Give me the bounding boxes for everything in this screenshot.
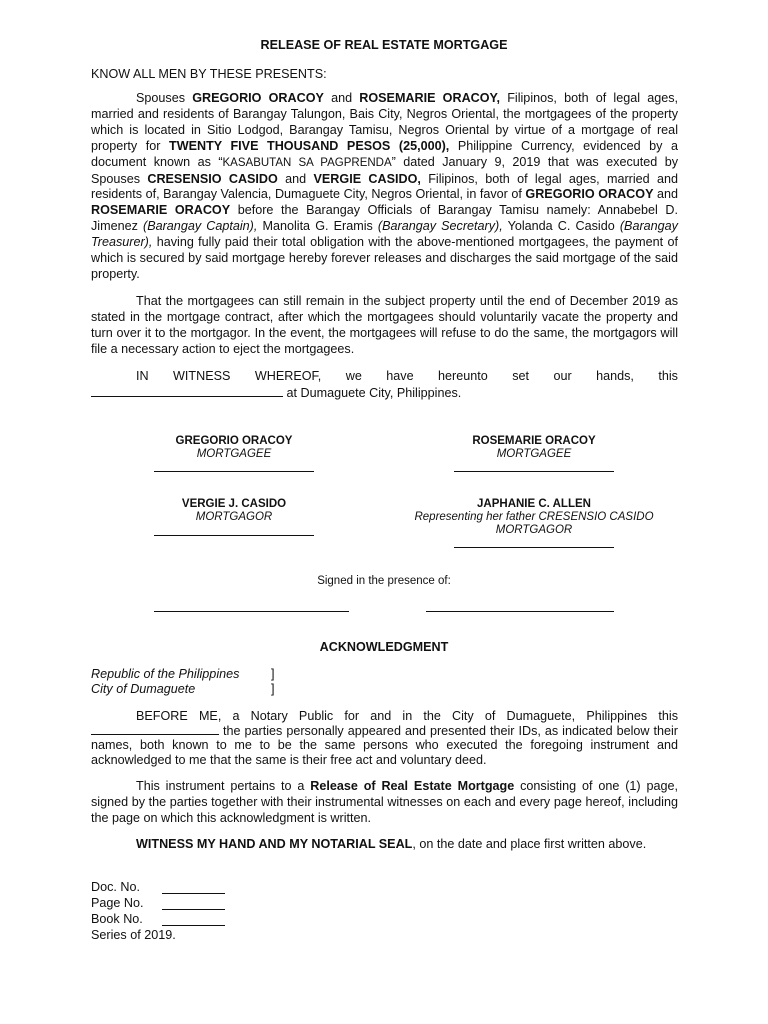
venue-bracket: ] bbox=[271, 667, 275, 681]
witness-signature-line bbox=[426, 611, 614, 612]
signatory-role: MORTGAGEE bbox=[496, 448, 572, 460]
party-name: GREGORIO ORACOY bbox=[192, 91, 324, 105]
party-name: VERGIE CASIDO, bbox=[313, 171, 421, 186]
signature-line bbox=[454, 547, 614, 548]
party-name: ROSEMARIE ORACOY, bbox=[359, 91, 501, 105]
signatory-name: ROSEMARIE ORACOY bbox=[472, 435, 596, 447]
text-run: and bbox=[277, 171, 314, 186]
paragraph-seal bbox=[91, 837, 678, 853]
page-number-blank bbox=[162, 909, 225, 910]
party-name: GREGORIO ORACOY bbox=[525, 187, 654, 202]
party-name: ROSEMARIE ORACOY bbox=[91, 203, 231, 218]
party-name: CRESENSIO CASIDO bbox=[147, 171, 278, 186]
text-run: ” dated January 9, 2019 that was executed by Spouses bbox=[91, 154, 678, 186]
book-number-label: Book No. bbox=[91, 912, 143, 926]
page-number-label: Page No. bbox=[91, 896, 144, 910]
text-run: before the Barangay Officials of Barangay Tamisu namely: Annabebel D. Jimenez bbox=[91, 203, 678, 234]
date-blank bbox=[91, 723, 219, 735]
paragraph-release bbox=[91, 91, 678, 283]
text-run: Philippine Currency, evidenced by a document known as “ bbox=[91, 138, 678, 169]
signatory-name: GREGORIO ORACOY bbox=[175, 435, 293, 447]
official-title: (Barangay Secretary), bbox=[377, 219, 503, 234]
text-run: , on the date and place first written above. bbox=[412, 837, 647, 851]
text-run: Yolanda C. Casido bbox=[502, 219, 620, 234]
witness-line bbox=[91, 369, 678, 383]
book-number-line bbox=[91, 912, 143, 926]
witness-date-line bbox=[91, 383, 461, 400]
signature-line bbox=[454, 471, 614, 472]
witness-word: WHEREOF, bbox=[254, 369, 322, 383]
witness-word: set bbox=[512, 369, 530, 383]
witness-word: have bbox=[386, 369, 414, 383]
instrument-name: Release of Real Estate Mortgage bbox=[310, 779, 515, 793]
document-title: RELEASE OF REAL ESTATE MORTGAGE bbox=[260, 38, 508, 52]
page-number-line bbox=[91, 896, 144, 910]
paragraph-instrument bbox=[91, 779, 678, 827]
signatory-rosemarie bbox=[454, 435, 614, 461]
text-run: the parties personally appeared and presented their IDs, as indicated below their names, both known to me to be the same persons who executed the foregoing instrument and acknowledged to me that the same is their free act and voluntary deed. bbox=[91, 724, 678, 767]
text-run: and bbox=[653, 187, 678, 202]
venue-bracket: ] bbox=[271, 682, 275, 696]
paragraph-appearance bbox=[91, 709, 678, 767]
signature-line bbox=[154, 471, 314, 472]
witness-word: we bbox=[345, 369, 362, 383]
amount: TWENTY FIVE THOUSAND PESOS (25,000), bbox=[169, 138, 450, 153]
witness-signature-line bbox=[154, 611, 349, 612]
doc-number-line bbox=[91, 880, 140, 894]
witness-word: WITNESS bbox=[173, 369, 231, 383]
seal-clause: WITNESS MY HAND AND MY NOTARIAL SEAL bbox=[136, 837, 413, 851]
text-run: having fully paid their total obligation with the above-mentioned mortgagees, the payment of which is secured by said mortgage hereby forever releases and discharges the said mortgage of the said property. bbox=[91, 235, 678, 281]
document-name: KASABUTAN SA PAGPRENDA bbox=[222, 156, 392, 169]
signatory-role: MORTGAGOR bbox=[195, 511, 273, 523]
text-run: and bbox=[323, 91, 360, 105]
presence-label: Signed in the presence of: bbox=[317, 575, 451, 587]
witness-word: hereunto bbox=[438, 369, 488, 383]
signatory-role: MORTGAGOR bbox=[495, 524, 573, 536]
text-run: Filipinos, both of legal ages, married and residents of, Barangay Valencia, Dumaguete City, Negros Oriental, in favor of bbox=[91, 171, 678, 202]
acknowledgment-title: ACKNOWLEDGMENT bbox=[319, 640, 449, 654]
venue-city: City of Dumaguete bbox=[91, 682, 196, 696]
book-number-blank bbox=[162, 925, 225, 926]
intro-line: KNOW ALL MEN BY THESE PRESENTS: bbox=[91, 67, 327, 81]
witness-place: at Dumaguete City, Philippines. bbox=[283, 386, 462, 400]
signatory-gregorio bbox=[154, 435, 314, 461]
text-run: Spouses bbox=[136, 91, 193, 105]
text-run: BEFORE ME, a Notary Public for and in the City of Dumaguete, Philippines this bbox=[136, 709, 678, 723]
official-title: (Barangay Treasurer), bbox=[91, 219, 678, 250]
official-title: (Barangay Captain), bbox=[143, 219, 258, 234]
witness-word: IN bbox=[136, 369, 149, 383]
signatory-japhanie bbox=[394, 498, 674, 537]
signatory-name: VERGIE J. CASIDO bbox=[181, 498, 287, 510]
series-line: Series of 2019. bbox=[91, 928, 176, 942]
signatory-role: Representing her father CRESENSIO CASIDO bbox=[414, 511, 654, 523]
signatory-name: JAPHANIE C. ALLEN bbox=[477, 498, 591, 510]
text-run: Filipinos, both of legal ages, married and residents of Barangay Talungon, Bais City, Negros Oriental, the mortgagees of the property which is located in Sitio Lodgod, Barangay Tamisu, Negros Oriental by virtue of a mortgage of real property for bbox=[91, 91, 678, 153]
doc-number-label: Doc. No. bbox=[91, 880, 140, 894]
signatory-vergie bbox=[154, 498, 314, 524]
venue-country: Republic of the Philippines bbox=[91, 667, 240, 681]
witness-word: this bbox=[658, 369, 678, 383]
signature-line bbox=[154, 535, 314, 536]
text-run: consisting of one (1) page, signed by the parties together with their instrumental witnesses on each and every page hereof, including the page on which this acknowledgment is written. bbox=[91, 779, 678, 825]
paragraph-occupancy: That the mortgagees can still remain in the subject property until the end of December 2019 as stated in the mortgage contract, after which the mortgagees should voluntarily vacate the property and turn over it to the mortgagor. In the event, the mortgagees will refuse to do the same, the mortgagors will file a necessary action to eject the mortgagees. bbox=[91, 294, 678, 356]
text-run: This instrument pertains to a bbox=[136, 779, 311, 793]
witness-word: our bbox=[553, 369, 572, 383]
date-blank bbox=[91, 383, 283, 397]
witness-word: hands, bbox=[596, 369, 634, 383]
text-run: Manolita G. Eramis bbox=[257, 219, 378, 234]
signatory-role: MORTGAGEE bbox=[196, 448, 272, 460]
doc-number-blank bbox=[162, 893, 225, 894]
